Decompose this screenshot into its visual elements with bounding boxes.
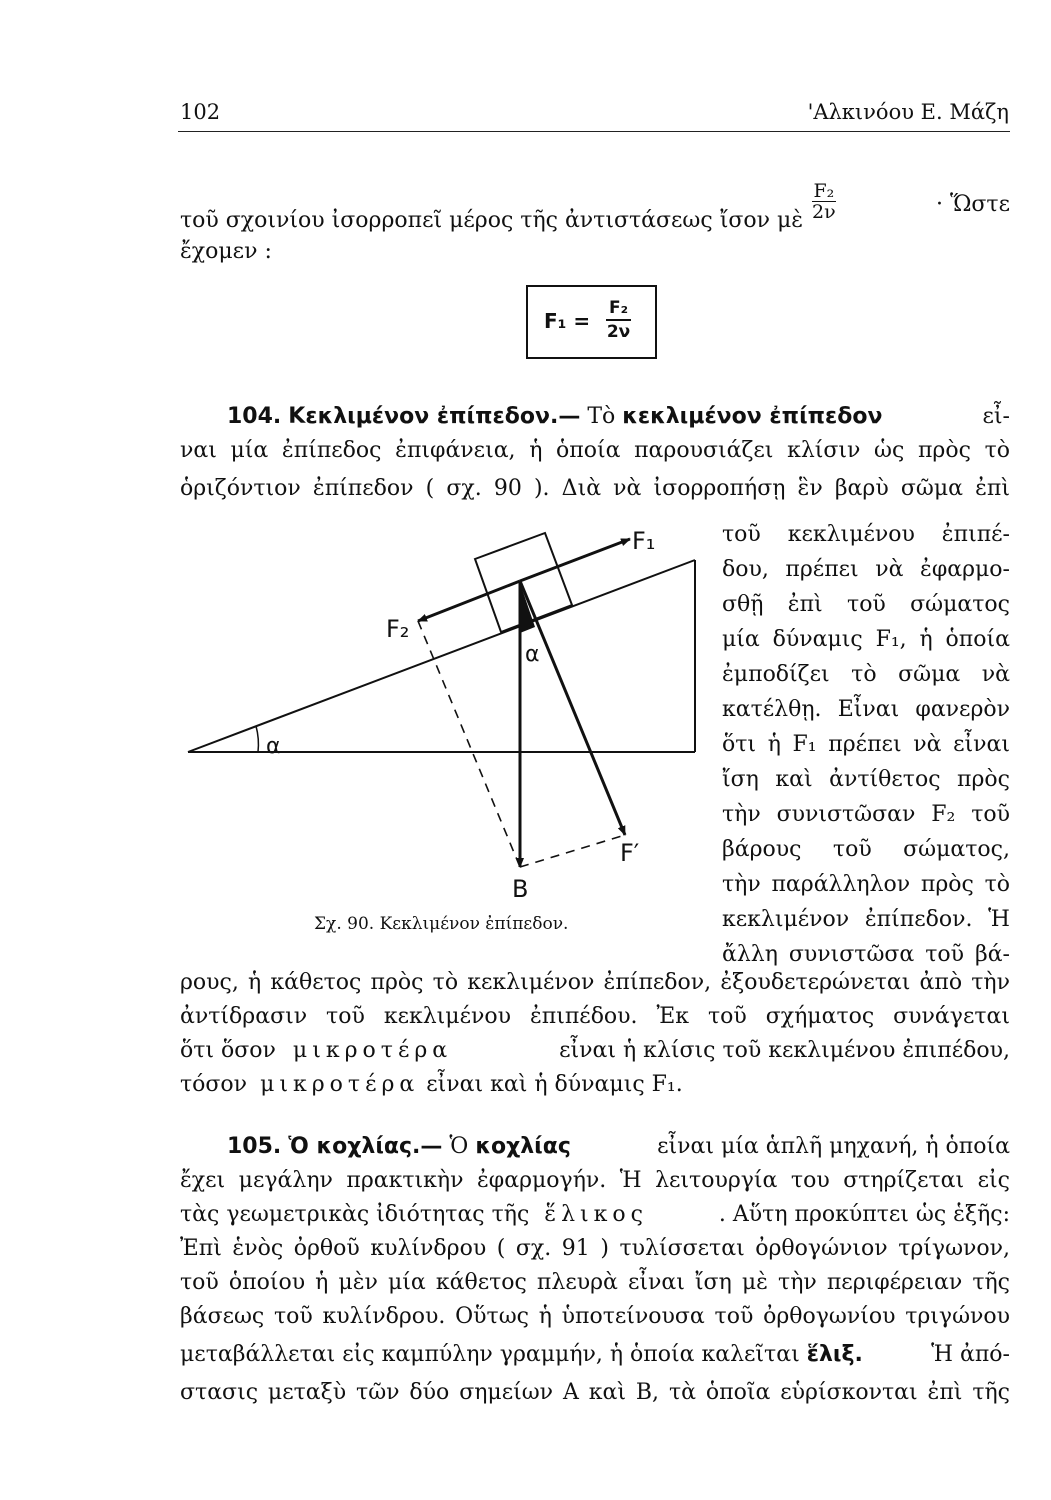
line3-end: . Αὕτη προκύπτει ὡς ἑξῆς: [718, 1202, 1010, 1227]
spaced-word-helix: ἕλικος [544, 1202, 648, 1227]
intro-text-end: · Ὥστε [935, 192, 1010, 217]
side-line-5: ἐμποδίζει τὸ σῶμα νὰ [722, 662, 1010, 687]
side-line-13: ἄλλη συνιστῶσα τοῦ βά- [722, 942, 1010, 967]
formula-fraction [606, 297, 631, 343]
section-104-number: 104. [227, 404, 282, 429]
line7-end: Ἡ ἀπό- [931, 1342, 1010, 1367]
label-f1: F₁ [632, 527, 656, 555]
line-m1-start: ὅτι ὅσον [180, 1038, 276, 1063]
section-104-after-2: ἀντίδρασιν τοῦ κεκλιμένου ἐπιπέδου. Ἐκ τοῦ σχήματος συνάγεται [180, 1004, 1010, 1029]
section-104-line-3: ὁριζόντιον ἐπίπεδον ( σχ. 90 ). Διὰ νὰ ἰσορροπήσῃ ἓν βαρὺ σῶμα ἐπὶ [180, 476, 1010, 501]
section-104-heading [227, 402, 1010, 432]
section-105-number: 105. [227, 1134, 282, 1159]
side-line-6: κατέλθῃ. Εἶναι φανερὸν [722, 697, 1010, 722]
figure-90-caption: Σχ. 90. Κεκλιμένον ἐπίπεδον. [314, 914, 569, 934]
line-m2-start: τόσον [180, 1072, 248, 1097]
side-line-9: τὴν συνιστῶσαν F₂ τοῦ [722, 802, 1010, 827]
section-105-line1-end: εἶναι μία ἁπλῆ μηχανή, ἡ ὁποία [657, 1134, 1010, 1159]
side-line-3: σθῇ ἐπὶ τοῦ σώματος [722, 592, 1010, 617]
side-line-8: ἴση καὶ ἀντίθετος πρὸς [722, 767, 1010, 792]
label-f-prime: F′ [620, 839, 640, 867]
section-104-line-2: ναι μία ἐπίπεδος ἐπιφάνεια, ἡ ὁποία παρουσιάζει κλίσιν ὡς πρὸς τὸ [180, 438, 1010, 463]
section-105-term-2: ἕλιξ. [806, 1342, 863, 1367]
formula-num: F₂ [606, 297, 631, 321]
spaced-word-2: μικροτέρα [260, 1072, 420, 1097]
label-b: B [512, 875, 529, 903]
running-title: 'Αλκινόου Ε. Μάζη [807, 100, 1009, 124]
section-104-title: Κεκλιμένον ἐπίπεδον.— [288, 404, 581, 429]
f1-arrow [520, 539, 630, 581]
section-105-line-6: βάσεως τοῦ κυλίνδρου. Οὕτως ἡ ὑποτείνουσα τοῦ ὀρθογωνίου τριγώνου [180, 1304, 1010, 1329]
section-105-line-2: ἔχει μεγάλην πρακτικὴν ἐφαρμογήν. Ἡ λειτουργία του στηρίζεται εἰς [180, 1168, 1010, 1193]
side-line-12: κεκλιμένον ἐπίπεδον. Ἡ [722, 907, 1010, 932]
side-line-1: τοῦ κεκλιμένου ἐπιπέ- [722, 522, 1010, 547]
intro-line-2: ἔχομεν : [180, 239, 272, 264]
page-number: 102 [180, 100, 221, 124]
line-m2-end: εἶναι καὶ ἡ δύναμις F₁. [426, 1072, 683, 1097]
section-104-intro: Τὸ [587, 404, 616, 429]
inline-fraction-num: F₂ [813, 180, 835, 202]
side-line-11: τὴν παράλληλον πρὸς τὸ [722, 872, 1010, 897]
section-105-line-7 [180, 1340, 1010, 1370]
formula-lhs: F₁ = [544, 309, 591, 333]
line7-start: μεταβάλλεται εἰς καμπύλην γραμμήν, ἡ ὁποία καλεῖται [180, 1342, 800, 1367]
side-line-4: μία δύναμις F₁, ἡ ὁποία [722, 627, 1010, 652]
base-angle-arc [256, 726, 258, 752]
label-f2: F₂ [386, 615, 410, 643]
header-rule [178, 131, 1010, 132]
section-105-heading [227, 1132, 1010, 1162]
section-104-after-4 [180, 1070, 683, 1100]
label-alpha-base: α [266, 734, 281, 759]
line3-start: τὰς γεωμετρικὰς ἰδιότητας τῆς [180, 1202, 530, 1227]
inline-fraction [812, 181, 836, 222]
formula-box [526, 285, 657, 359]
section-104-term-after: εἶ- [982, 404, 1010, 429]
section-104-after-3 [180, 1036, 1010, 1066]
section-105-line-5: τοῦ ὁποίου ἡ μὲν μία κάθετος πλευρὰ εἶναι ἴση μὲ τὴν περιφέρειαν τῆς [180, 1270, 1010, 1295]
intro-line-1 [180, 180, 1010, 236]
label-alpha-vertex: α [525, 642, 540, 667]
incline-hypotenuse [188, 560, 695, 752]
figure-90-inclined-plane [180, 515, 710, 915]
section-105-title: Ὁ κοχλίας.— [288, 1134, 443, 1159]
side-line-7: ὅτι ἡ F₁ πρέπει νὰ εἶναι [722, 732, 1010, 757]
intro-text: τοῦ σχοινίου ἰσορροπεῖ μέρος τῆς ἀντιστάσεως ἴσον μὲ [180, 208, 804, 233]
section-105-term: κοχλίας [475, 1134, 571, 1159]
section-105-intro: Ὁ [449, 1134, 469, 1159]
section-104-after-1: ρους, ἡ κάθετος πρὸς τὸ κεκλιμένον ἐπίπεδον, ἐξουδετερώνεται ἀπὸ τὴν [180, 970, 1010, 995]
spaced-word-1: μικροτέρα [292, 1038, 453, 1063]
dashed-f2-to-b [418, 621, 520, 867]
side-line-10: βάρους τοῦ σώματος, [722, 837, 1010, 862]
inline-fraction-den: 2ν [812, 201, 836, 223]
f2-arrow [418, 581, 520, 621]
line-m1-end: εἶναι ἡ κλίσις τοῦ κεκλιμένου ἐπιπέδου, [559, 1038, 1010, 1063]
dashed-b-to-fprime [520, 835, 625, 867]
side-line-2: δου, πρέπει νὰ ἐφαρμο- [722, 557, 1010, 582]
section-105-line-3 [180, 1200, 1010, 1230]
section-104-term: κεκλιμένον ἐπίπεδον [622, 404, 883, 429]
section-105-line-8: στασις μεταξὺ τῶν δύο σημείων Α καὶ Β, τὰ ὁποῖα εὑρίσκονται ἐπὶ τῆς [180, 1380, 1010, 1405]
formula-den: 2ν [606, 322, 631, 342]
section-105-line-4: Ἐπὶ ἑνὸς ὀρθοῦ κυλίνδρου ( σχ. 91 ) τυλίσσεται ὀρθογώνιον τρίγωνον, [180, 1236, 1010, 1261]
f-prime-arrow [520, 581, 625, 835]
